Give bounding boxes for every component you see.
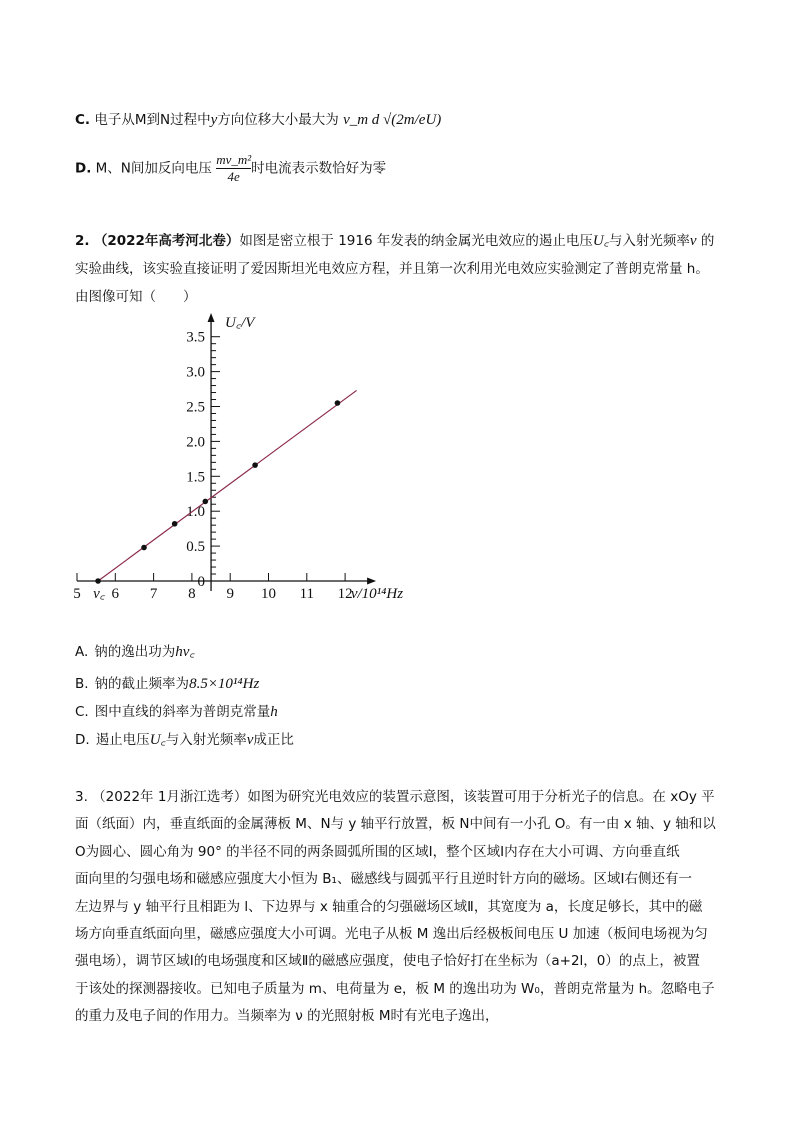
q3-line: 3. （2022年 1月浙江选考）如图为研究光电效应的装置示意图，该装置可用于分析光子的信息。在 xOy 平 — [75, 789, 715, 805]
y-tick-label: 2.0 — [186, 434, 206, 451]
data-point — [335, 400, 341, 406]
y-tick-label: 3.0 — [186, 364, 206, 381]
q3-line: 的重力及电子间的作用力。当频率为 ν 的光照射板 M时有光电子逸出， — [75, 1008, 499, 1025]
q3-line: 场方向垂直纸面向里，磁感应强度大小可调。光电子从板 M 逸出后经极板间电压 U 加速（板间电场视为匀 — [75, 926, 708, 943]
data-point — [203, 499, 209, 505]
x-tick-label: 6 — [111, 586, 120, 602]
data-point — [95, 578, 101, 584]
stem-text: 如图是密立根于 1916 年发表的纳金属光电效应的遏止电压 — [239, 233, 593, 249]
option-label: C. — [75, 704, 89, 720]
q2-stem-line3: 由图像可知（ ） — [75, 289, 197, 305]
option-text: 钠的截止频率为 — [94, 676, 190, 692]
x-axis-arrow — [367, 578, 376, 585]
y-axis-arrow — [208, 313, 215, 322]
q2-option-b[interactable] — [75, 672, 259, 693]
stem-text: 的 — [700, 233, 715, 249]
q3-line: 强电场），调节区域Ⅰ的电场强度和区域Ⅱ的磁感应强度，使电子恰好打在坐标为（a+2l，0）的点上，被置 — [75, 953, 700, 970]
question-source: （2022年高考河北卷） — [93, 233, 240, 249]
data-point — [141, 545, 147, 551]
y-tick-label: 0 — [197, 574, 206, 590]
option-label: D. — [75, 160, 92, 177]
y-tick-label: 1.5 — [186, 469, 206, 486]
q2-option-a[interactable] — [75, 640, 195, 661]
option-text: 时电流表示数恰好为零 — [251, 160, 387, 177]
stem-text: 与入射光频率 — [608, 233, 690, 249]
y-tick-label: 1.0 — [186, 504, 206, 521]
fit-line — [98, 390, 357, 581]
math-expr: ν — [246, 732, 254, 748]
option-text: 图中直线的斜率为普朗克常量 — [94, 704, 271, 720]
option-label: D. — [75, 732, 90, 748]
formula: v_m d √(2m/eU) — [343, 112, 442, 128]
option-label: C. — [75, 112, 91, 128]
option-text: 与入射光频率 — [165, 732, 247, 748]
x-tick-label: 12 — [337, 586, 353, 602]
question-number: 2. — [75, 233, 90, 249]
q3-line: 面向里的匀强电场和磁感应强度大小恒为 B₁、磁感线与圆弧平行且逆时针方向的磁场。区域Ⅰ右侧还有一 — [75, 871, 692, 888]
y-tick-label: 2.5 — [186, 399, 206, 416]
math-expr: h — [270, 704, 278, 720]
math-expr: U꜀ — [149, 732, 166, 748]
option-text: 钠的逸出功为 — [94, 644, 176, 660]
x-tick-label: 9 — [226, 586, 234, 602]
math-var: ν — [689, 233, 697, 249]
option-label: B. — [75, 676, 89, 692]
q3-line: O为圆心、圆心角为 90° 的半径不同的两条圆弧所围的区域Ⅰ，整个区域Ⅰ内存在大小可调、方向垂直纸 — [75, 843, 680, 860]
option-text: 遏止电压 — [95, 732, 150, 748]
y-tick-label: 3.5 — [186, 329, 206, 346]
math-expr: hν꜀ — [175, 644, 195, 660]
x-tick-label: 11 — [299, 586, 315, 602]
data-point — [172, 521, 178, 527]
q3-line: 面（纸面）内，垂直纸面的金属薄板 M、N与 y 轴平行放置，板 N中间有一小孔 O。有一由 x 轴、y 轴和以 — [75, 816, 716, 833]
cutoff-frequency-label: ν꜀ — [93, 586, 105, 602]
y-tick-label: 0.5 — [186, 539, 206, 556]
q3-line: 左边界与 y 轴平行且相距为 l、下边界与 x 轴重合的匀强磁场区域Ⅱ，其宽度为 a，长度足够长，其中的磁 — [75, 898, 703, 915]
x-tick-label: 10 — [261, 586, 276, 602]
q3-stem — [75, 784, 725, 1031]
q2-option-c[interactable] — [75, 700, 278, 721]
math-var: U꜀ — [592, 233, 609, 249]
y-axis-label: U꜀/V — [225, 315, 255, 331]
option-text: 电子从M到N过程中 — [94, 112, 211, 128]
math-expr: 8.5×10¹⁴Hz — [189, 676, 260, 692]
q2-option-d[interactable] — [75, 728, 294, 749]
numerator: mv_m² — [216, 152, 252, 167]
denominator: 4e — [227, 169, 240, 184]
q2-stem-line2: 实验曲线，该实验直接证明了爱因斯坦光电效应方程，并且第一次利用光电效应实验测定了普朗克常量 h。 — [75, 261, 709, 277]
x-tick-label: 8 — [188, 586, 196, 602]
option-text: M、N间加反向电压 — [95, 160, 212, 177]
x-tick-label: 7 — [149, 586, 158, 602]
math-var: y — [210, 112, 218, 128]
option-label: A. — [75, 644, 89, 660]
x-axis-label: ν/10¹⁴Hz — [350, 586, 404, 602]
x-tick-label: 5 — [73, 586, 81, 602]
data-point — [252, 462, 258, 468]
option-text: 方向位移大小最大为 — [217, 112, 339, 128]
q3-line: 于该处的探测器接收。已知电子质量为 m、电荷量为 e，板 M 的逸出功为 W₀，普朗克常量为 h。忽略电子 — [75, 980, 715, 997]
option-text: 成正比 — [253, 732, 294, 748]
